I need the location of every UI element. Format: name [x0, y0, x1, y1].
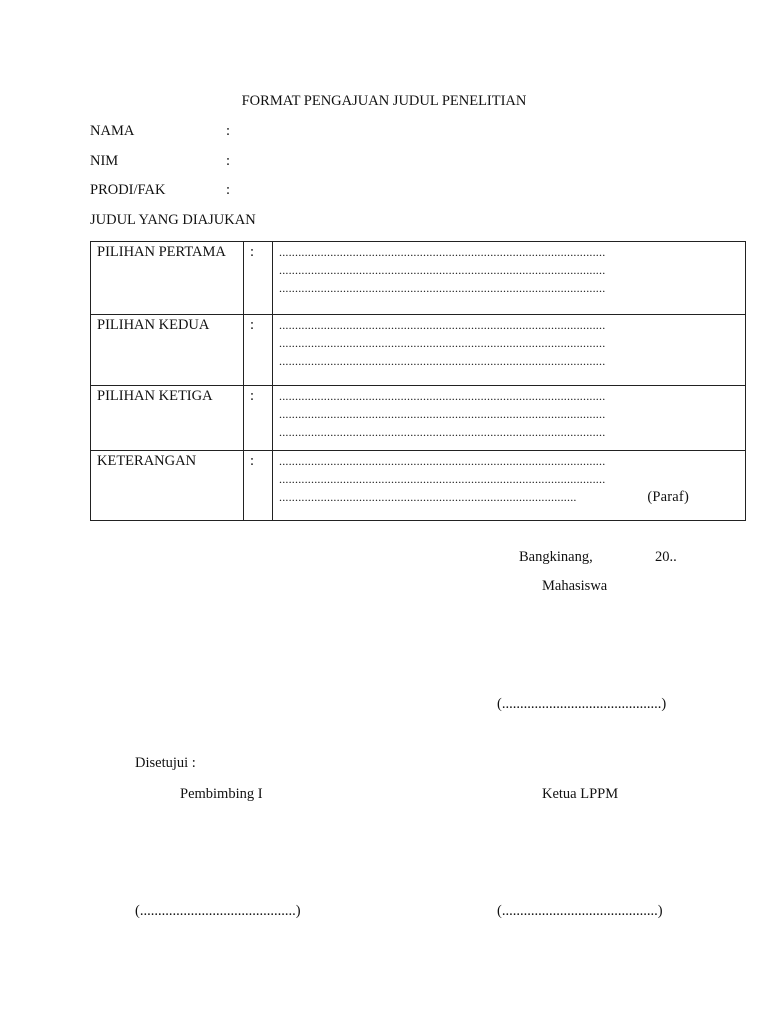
row-colon: : — [244, 242, 273, 315]
field-colon-nim: : — [226, 153, 231, 169]
field-colon-prodi: : — [226, 182, 231, 198]
judul-table — [90, 241, 746, 521]
dotted-line: ...................................................................................................... — [279, 454, 606, 468]
row-colon: : — [244, 386, 273, 451]
paraf-label: (Paraf) — [647, 489, 689, 505]
dotted-line: ...................................................................................................... — [279, 425, 606, 439]
field-label-prodi: PRODI/FAK — [90, 182, 166, 198]
table-row-pilihan-pertama — [91, 242, 746, 315]
ketua-lppm-label: Ketua LPPM — [542, 786, 619, 802]
mahasiswa-label: Mahasiswa — [542, 578, 608, 594]
row-colon: : — [244, 451, 273, 521]
row-colon: : — [244, 315, 273, 386]
field-label-nama: NAMA — [90, 123, 135, 139]
document-title: FORMAT PENGAJUAN JUDUL PENELITIAN — [241, 93, 527, 109]
row-content — [273, 451, 746, 521]
dotted-line: ............................................................................................. — [279, 490, 577, 504]
dotted-line: ...................................................................................................... — [279, 281, 606, 295]
signature-year: 20.. — [655, 549, 677, 565]
dotted-line: ...................................................................................................... — [279, 389, 606, 403]
dotted-line: ...................................................................................................... — [279, 472, 606, 486]
ketua-signature-blank: (...........................................) — [497, 903, 663, 919]
row-label: KETERANGAN — [91, 451, 244, 521]
field-colon-nama: : — [226, 123, 231, 139]
dotted-line: ...................................................................................................... — [279, 245, 606, 259]
row-content — [273, 315, 746, 386]
dotted-line: ...................................................................................................... — [279, 263, 606, 277]
dotted-line: ...................................................................................................... — [279, 407, 606, 421]
row-label: PILIHAN KETIGA — [91, 386, 244, 451]
field-label-nim: NIM — [90, 153, 119, 169]
pembimbing-signature-blank: (...........................................) — [135, 903, 301, 919]
row-content — [273, 386, 746, 451]
mahasiswa-signature-blank: (............................................) — [497, 696, 667, 712]
row-label: PILIHAN KEDUA — [91, 315, 244, 386]
judul-heading: JUDUL YANG DIAJUKAN — [90, 212, 256, 228]
dotted-line: ...................................................................................................... — [279, 318, 606, 332]
dotted-line: ...................................................................................................... — [279, 336, 606, 350]
table-row-keterangan — [91, 451, 746, 521]
row-content — [273, 242, 746, 315]
pembimbing-label: Pembimbing I — [180, 786, 263, 802]
signature-place: Bangkinang, — [519, 549, 593, 565]
row-label: PILIHAN PERTAMA — [91, 242, 244, 315]
dotted-line: ...................................................................................................... — [279, 354, 606, 368]
paraf-line — [279, 488, 689, 506]
table-row-pilihan-ketiga — [91, 386, 746, 451]
table-row-pilihan-kedua — [91, 315, 746, 386]
approval-heading: Disetujui : — [135, 755, 196, 771]
